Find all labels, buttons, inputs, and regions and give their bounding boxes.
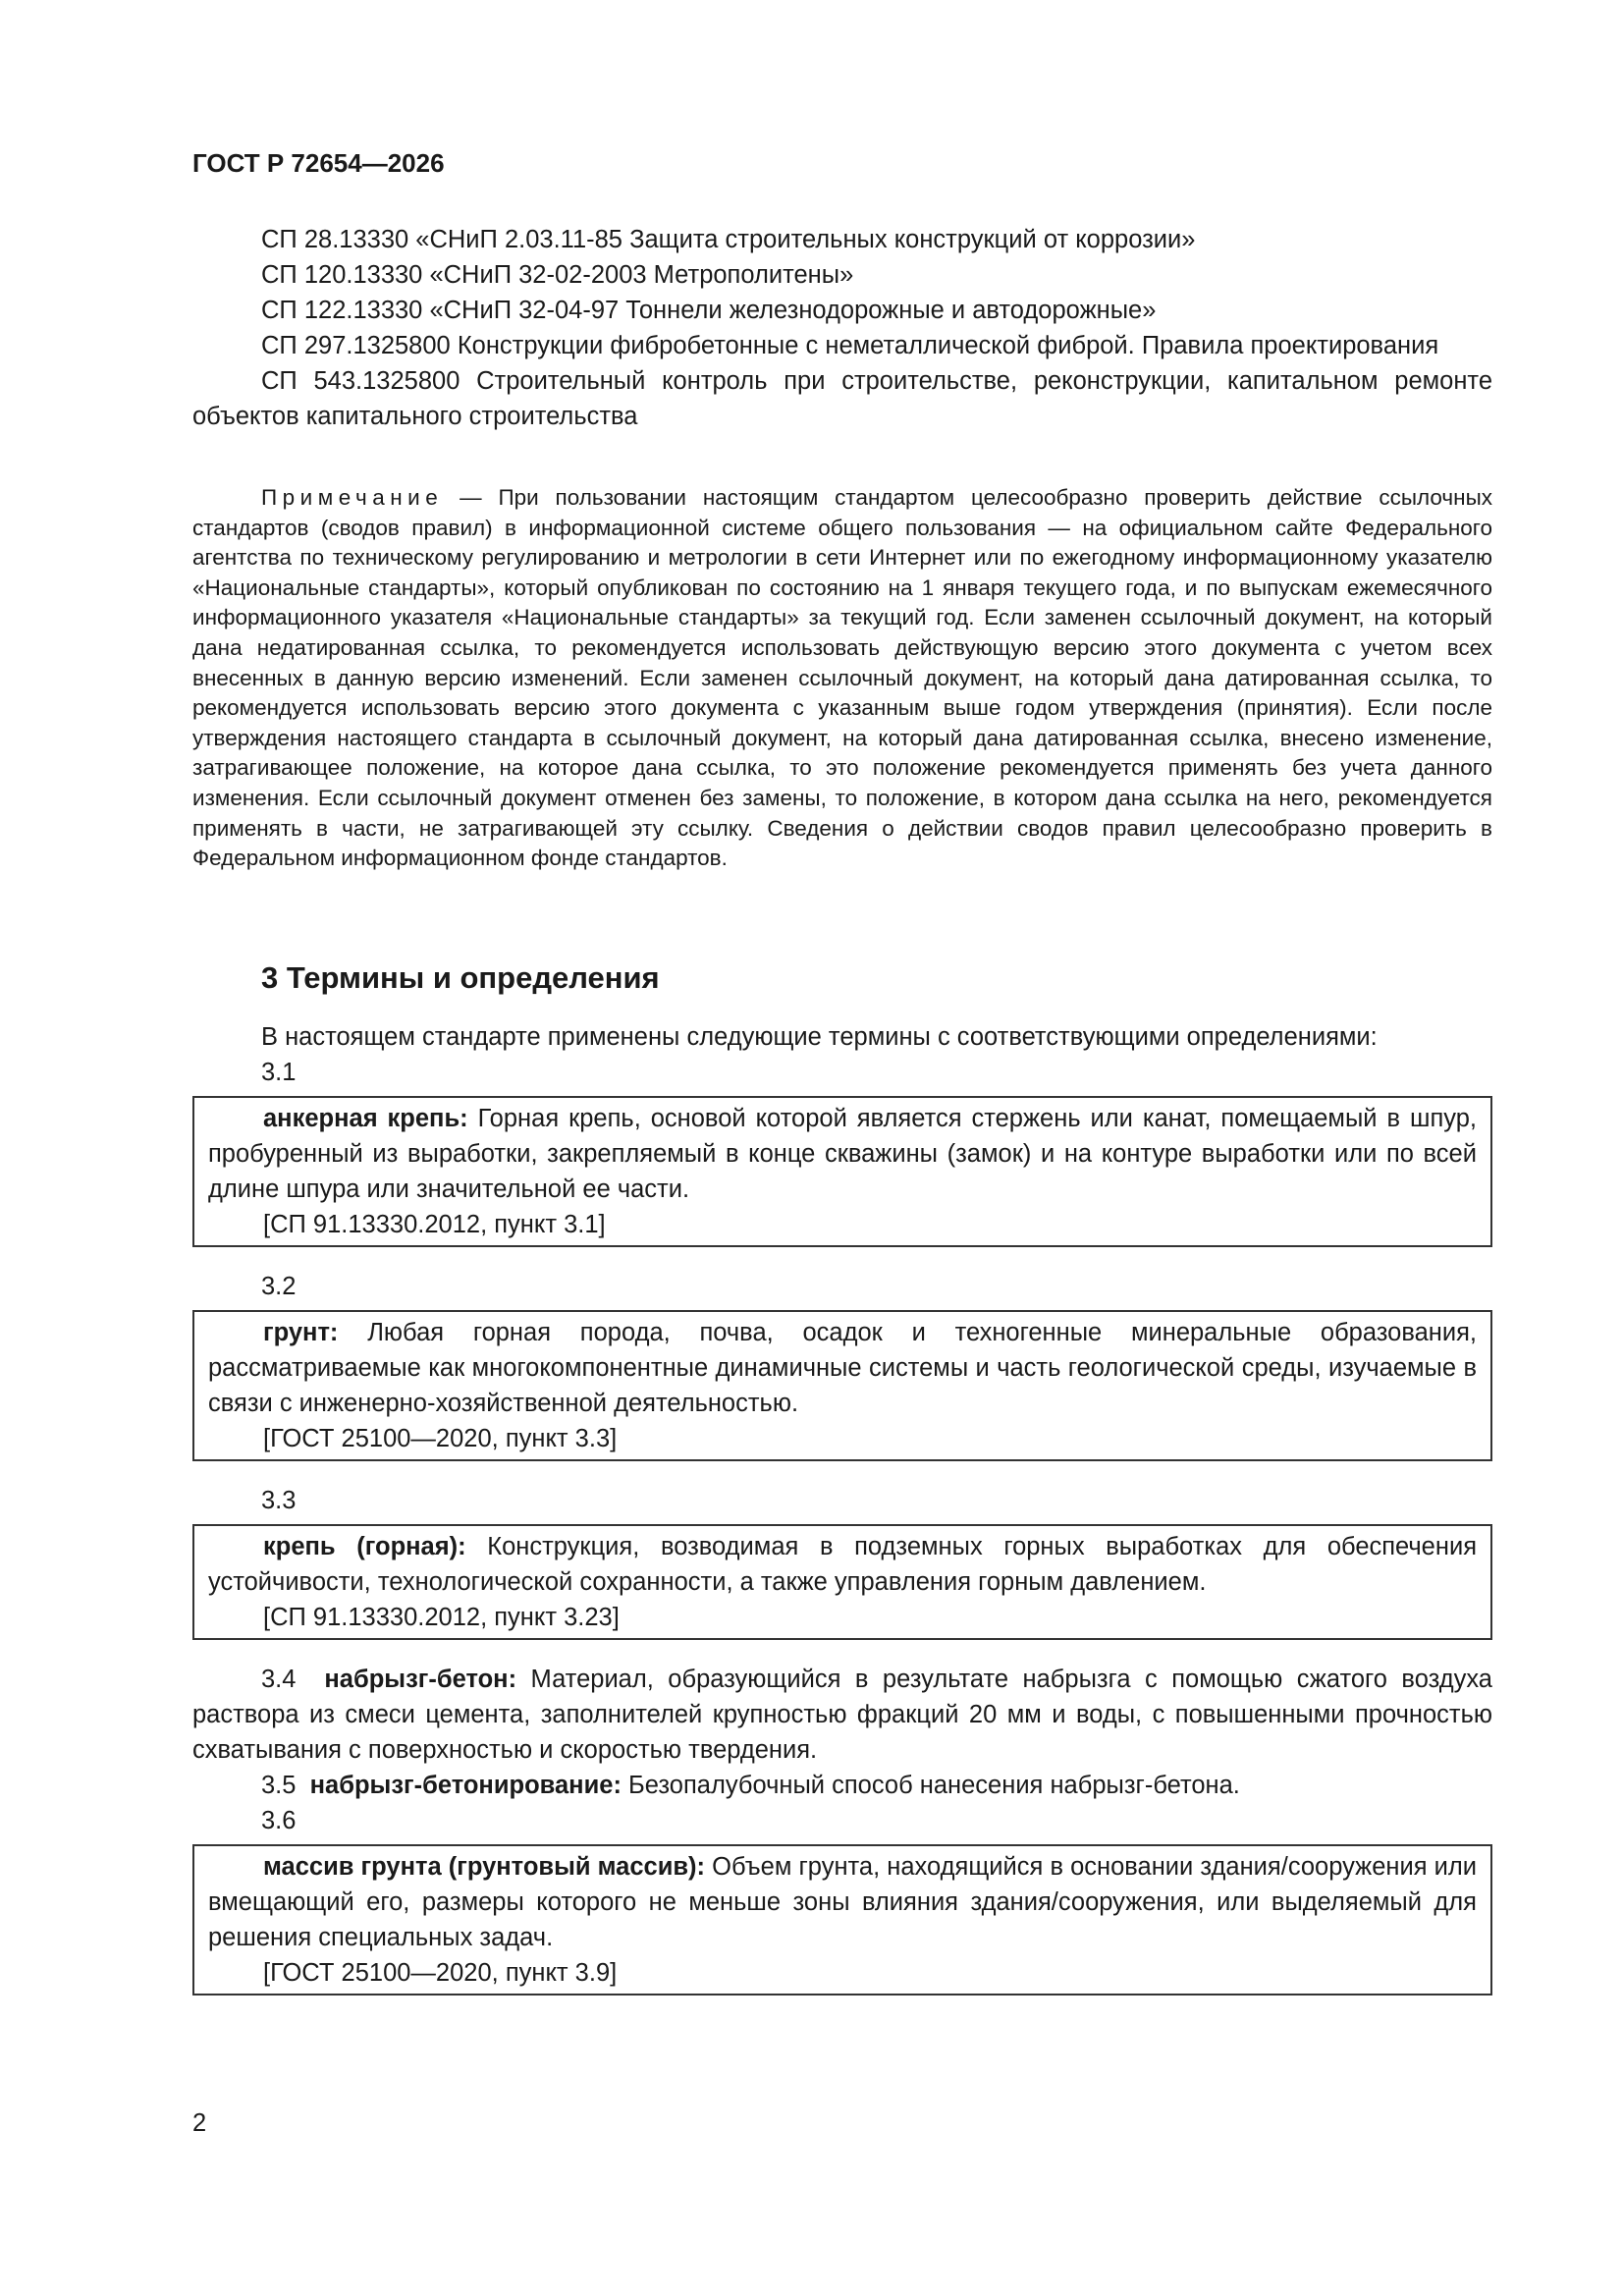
terms-section	[192, 1019, 1492, 1995]
reference-item: СП 120.13330 «СНиП 32-02-2003 Метрополитены»	[261, 261, 854, 289]
note-text: — При пользовании настоящим стандартом целесообразно проверить действие ссылочных стандартов (сводов правил) в информационной системе общего пользования — на официальном сайте Федерального агентства по техническому регулированию и метрологии в сети Интернет или по ежегодному информационному указателю «Национальные стандарты», который опубликован по состоянию на 1 января текущего года, и по выпускам ежемесячного информационного указателя «Национальные стандарты» за текущий год. Если заменен ссылочный документ, на который дана недатированная ссылка, то рекомендуется использовать действующую версию этого документа с учетом всех внесенных в данную версию изменений. Если заменен ссылочный документ, на который дана датированная ссылка, то рекомендуется использовать версию этого документа с указанным выше годом утверждения (принятия). Если после утверждения настоящего стандарта в ссылочный документ, на который дана датированная ссылка, внесено изменение, затрагивающее положение, на которое дана ссылка, то это положение рекомендуется применять без учета данного изменения. Если ссылочный документ отменен без замены, то положение, в котором дана ссылка на него, рекомендуется применять в части, не затрагивающей эту ссылку. Сведения о действии сводов правил целесообразно проверить в Федеральном информационном фонде стандартов.	[192, 485, 1492, 871]
term-number: 3.2	[261, 1273, 297, 1300]
term-name: набрызг-бетон:	[324, 1666, 517, 1693]
term-number: 3.1	[261, 1059, 297, 1086]
term-definition: Любая горная порода, почва, осадок и техногенные минеральные образования, рассматриваемые как многокомпонентные динамичные системы и часть геологической среды, изучаемые в связи с инженерно-хозяйственной деятельностью.	[208, 1319, 1477, 1417]
term-box	[192, 1524, 1492, 1640]
term-source: [ГОСТ 25100—2020, пункт 3.9]	[263, 1959, 618, 1987]
term-definition: Безопалубочный способ нанесения набрызг-бетона.	[621, 1772, 1240, 1799]
term-name: крепь (горная):	[263, 1533, 466, 1560]
term-box	[192, 1096, 1492, 1247]
section-intro: В настоящем стандарте применены следующие термины с соответствующими определениями:	[261, 1023, 1378, 1051]
term-name: набрызг-бетонирование:	[309, 1772, 622, 1799]
reference-item: СП 297.1325800 Конструкции фибробетонные с неметаллической фиброй. Правила проектирования	[261, 332, 1439, 359]
term-entry	[192, 1768, 1492, 1803]
term-definition: Объем грунта, находящийся в основании здания/сооружения или вмещающий его, размеры которого не меньше зоны влияния здания/сооружения, или выделяемый для решения специальных задач.	[208, 1853, 1477, 1951]
term-box	[192, 1844, 1492, 1995]
section-heading: 3 Термины и определения	[261, 960, 660, 995]
term-name: массив грунта (грунтовый массив):	[263, 1853, 706, 1881]
term-definition: Материал, образующийся в результате набрызга с помощью сжатого воздуха раствора из смеси цемента, заполнителей крупностью фракций 20 мм и воды, с повышенными прочностью схватывания с поверхностью и скоростью твердения.	[192, 1666, 1492, 1764]
term-box	[192, 1310, 1492, 1461]
reference-item: СП 28.13330 «СНиП 2.03.11-85 Защита строительных конструкций от коррозии»	[261, 226, 1196, 253]
normative-references-list	[192, 222, 1492, 434]
term-definition: Конструкция, возводимая в подземных горных выработках для обеспечения устойчивости, технологической сохранности, а также управления горным давлением.	[208, 1533, 1477, 1596]
term-entry	[192, 1662, 1492, 1768]
document-header: ГОСТ Р 72654—2026	[192, 148, 445, 178]
term-number: 3.3	[261, 1487, 297, 1514]
page-number: 2	[192, 2109, 207, 2137]
note-block	[192, 483, 1492, 874]
term-source: [СП 91.13330.2012, пункт 3.1]	[263, 1211, 606, 1238]
reference-item: СП 122.13330 «СНиП 32-04-97 Тоннели железнодорожные и автодорожные»	[261, 297, 1157, 324]
term-number: 3.4	[261, 1666, 297, 1693]
term-name: анкерная крепь:	[263, 1105, 468, 1132]
term-number: 3.5	[261, 1772, 297, 1799]
term-source: [СП 91.13330.2012, пункт 3.23]	[263, 1604, 620, 1631]
term-definition: Горная крепь, основой которой является стержень или канат, помещаемый в шпур, пробуренный из выработки, закрепляемый в конце скважины (замок) и на контуре выработки или по всей длине шпура или значительной ее части.	[208, 1105, 1477, 1203]
term-source: [ГОСТ 25100—2020, пункт 3.3]	[263, 1425, 618, 1452]
term-name: грунт:	[263, 1319, 339, 1346]
term-number: 3.6	[261, 1807, 297, 1834]
reference-item: СП 543.1325800 Строительный контроль при строительстве, реконструкции, капитальном ремонте объектов капитального строительства	[192, 367, 1492, 430]
note-label: Примечание	[261, 485, 444, 510]
